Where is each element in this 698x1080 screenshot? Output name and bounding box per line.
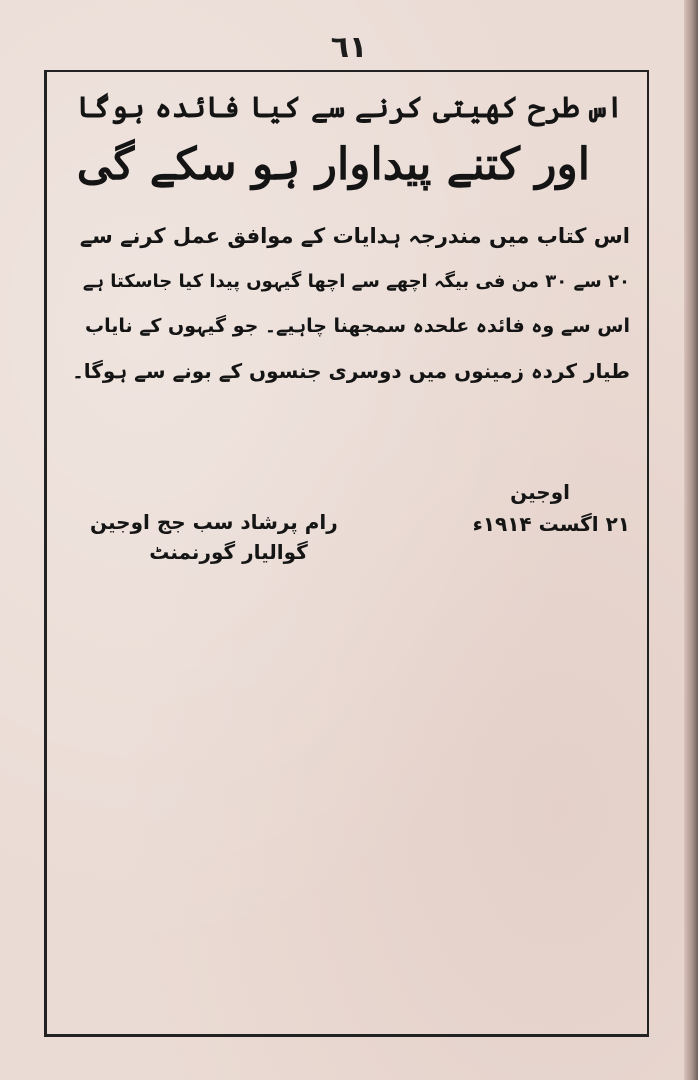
signer: [90, 510, 338, 564]
body-paragraph: [70, 214, 630, 394]
place: اوجین: [510, 480, 570, 504]
body-line: طیار کردہ زمینوں میں دوسری جنسوں کے بونے سے ہوگا۔: [72, 359, 630, 383]
body-line: اس سے وہ فائدہ علحدہ سمجھنا چاہیے۔ جو گیہوں کے نایاب: [84, 315, 630, 337]
heading-line-1: اس طرح کھیتی کرنے سے کیا فائدہ ہوگا: [76, 90, 624, 124]
heading-line-2: اور کتنے پیداوار ہو سکے گی: [76, 139, 590, 190]
page-edge: [684, 0, 698, 1080]
signer-name: رام پرشاد سب جج اوجین: [90, 510, 338, 534]
page-number: ٦١: [330, 30, 368, 65]
signer-organization: گوالیار گورنمنٹ: [149, 540, 308, 564]
main-content: [70, 80, 630, 394]
body-line: اس کتاب میں مندرجہ ہدایات کے موافق عمل کرنے سے: [79, 224, 630, 248]
place-date: [473, 480, 630, 536]
body-line: ۲۰ سے ۳۰ من فی بیگہ اچھے سے اچھا گیہوں پیدا کیا جاسکتا ہے: [82, 271, 630, 292]
date: ۲۱ اگست ۱۹۱۴ء: [472, 512, 630, 536]
